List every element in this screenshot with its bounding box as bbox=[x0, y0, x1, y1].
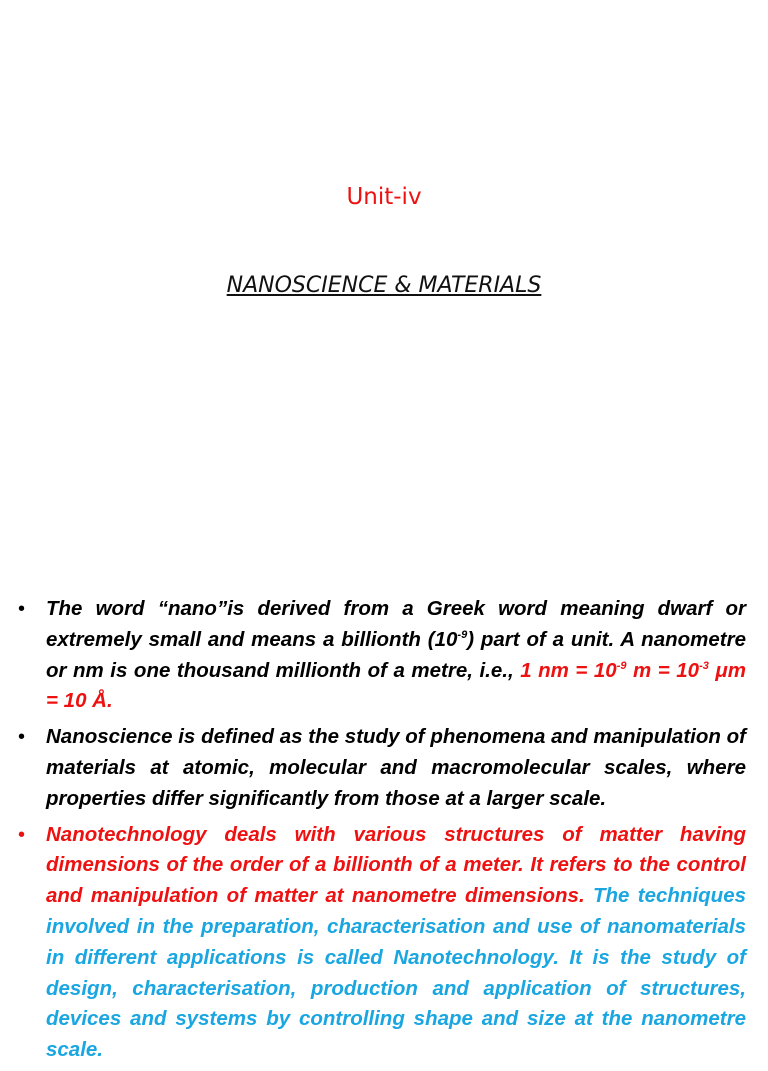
conversion-text: m = 10 bbox=[626, 658, 700, 682]
conversion-text: 1 nm = 10 bbox=[520, 658, 617, 682]
exponent: -9 bbox=[616, 659, 627, 672]
bullet-icon: • bbox=[18, 823, 26, 846]
bullet-text: ) part of a unit. A nanometre or nm is one thousand millionth of a metre, i.e., bbox=[46, 627, 746, 682]
bullet-item-nanotechnology bbox=[18, 820, 746, 1066]
bullet-item-nanoscience bbox=[18, 722, 746, 814]
bullet-text-blue: The techniques involved in the preparation, characterisation and use of nanomaterials in different applications is called Nanotechnology. It is the study of design, characterisation, production and application of structures, devices and systems by controlling shape and size at the nanometre scale. bbox=[46, 884, 746, 1062]
bullet-icon: • bbox=[18, 598, 26, 620]
unit-title: Unit-iv bbox=[346, 184, 422, 210]
exponent: -9 bbox=[457, 628, 468, 641]
bullet-list bbox=[18, 594, 746, 1071]
bullet-text: The word “nano”is derived from a Greek word meaning dwarf or extremely small and means a billionth (10 bbox=[46, 597, 746, 651]
page-title: NANOSCIENCE & MATERIALS bbox=[226, 273, 542, 298]
conversion-text: μm = 10 Å. bbox=[46, 658, 746, 713]
exponent: -3 bbox=[699, 659, 709, 672]
bullet-item-nano-definition bbox=[18, 594, 746, 717]
bullet-text: Nanoscience is defined as the study of phenomena and manipulation of materials at atomic, molecular and macromolecular scales, where properties differ significantly from those at a larger scale. bbox=[46, 725, 746, 810]
bullet-text-red: Nanotechnology deals with various structures of matter having dimensions of the order of a billionth of a meter. It refers to the control and manipulation of matter at nanometre dimensions. bbox=[46, 822, 746, 908]
bullet-icon: • bbox=[18, 726, 26, 749]
